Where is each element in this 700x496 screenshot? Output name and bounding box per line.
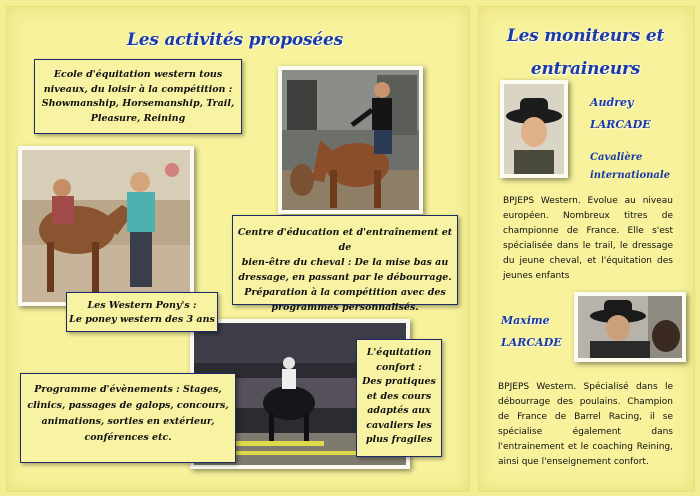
western-pony-box — [66, 292, 218, 332]
woman-with-pony-photo — [18, 146, 194, 306]
audrey-first-name: Audrey — [590, 96, 634, 109]
comfort-riding-line-5: adaptés aux — [367, 405, 431, 416]
audrey-name — [590, 92, 651, 136]
maxime-portrait-photo — [574, 292, 686, 362]
comfort-riding-line-6: cavaliers les — [366, 419, 432, 431]
comfort-riding-line-2: confort : — [376, 361, 422, 373]
maxime-name — [501, 310, 562, 354]
western-pony-line-2: Le poney western des 3 ans — [69, 314, 215, 325]
education-center-line-3: dressage, en passant par le débourrage. — [238, 272, 452, 283]
comfort-riding-line-4: et des cours — [366, 390, 432, 402]
education-center-line-2: bien-être du cheval : De la mise bas au — [241, 257, 449, 268]
events-program-line-4: conférences etc. — [84, 432, 172, 443]
audrey-subtitle-line-2: internationale — [590, 170, 671, 181]
audrey-portrait-photo — [500, 80, 568, 178]
maxime-bio: BPJEPS Western. Spécialisé dans le débourrage des poulains. Champion de France de Barrel Racing, il se spécialise également dans l'entrainement et le coaching Reining, ainsi que l'enseignement confort. — [498, 382, 673, 467]
rider-on-horse-image — [282, 70, 419, 210]
education-center-box — [232, 215, 458, 313]
audrey-last-name: LARCADE — [590, 118, 651, 131]
events-program-box — [20, 373, 236, 463]
audrey-subtitle-line-1: Cavalière — [590, 152, 643, 163]
events-program-line-3: animations, sorties en extérieur, — [41, 416, 215, 427]
instructors-title-line-1: Les moniteurs et — [506, 26, 665, 46]
comfort-riding-line-3: Des pratiques — [362, 376, 436, 387]
comfort-riding-box — [356, 339, 442, 457]
events-program-line-2: clinics, passages de galops, concours, — [27, 400, 229, 411]
audrey-portrait-image — [504, 84, 564, 174]
western-school-line-3: Showmanship, Horsemanship, Trail, — [41, 98, 235, 109]
western-school-line-4: Pleasure, Reining — [90, 112, 186, 124]
western-school-line-1: Ecole d'équitation western tous — [53, 69, 223, 80]
instructors-title-line-2: entraineurs — [530, 59, 641, 79]
audrey-subtitle — [590, 149, 670, 185]
rider-on-horse-photo — [278, 66, 423, 214]
maxime-portrait-image — [578, 296, 682, 358]
education-center-line-1: Centre d'éducation et d'entraînement et de — [237, 227, 453, 253]
education-center-line-4: Préparation à la compétition avec des — [244, 287, 446, 298]
audrey-bio: BPJEPS Western. Evolue au niveau européen. Nombreux titres de championne de France. Elle s'est spécialisée dans le trail, le dressage du jeune cheval, et l'équitation des jeunes enfants — [503, 196, 673, 281]
events-program-line-1: Programme d'évènements : Stages, — [34, 384, 222, 395]
maxime-first-name: Maxime — [501, 314, 550, 327]
instructors-title — [478, 20, 693, 86]
western-school-box — [34, 59, 242, 134]
woman-with-pony-image — [22, 150, 190, 302]
activities-title: Les activités proposées — [126, 30, 343, 50]
western-pony-line-1: Les Western Pony's : — [87, 300, 197, 311]
comfort-riding-line-1: L'équitation — [366, 347, 432, 358]
maxime-last-name: LARCADE — [501, 336, 562, 349]
western-school-line-2: niveaux, du loisir à la compétition : — [43, 83, 233, 95]
education-center-line-5: programmes personnalisés. — [271, 302, 419, 313]
comfort-riding-line-7: plus fragiles — [365, 434, 433, 445]
